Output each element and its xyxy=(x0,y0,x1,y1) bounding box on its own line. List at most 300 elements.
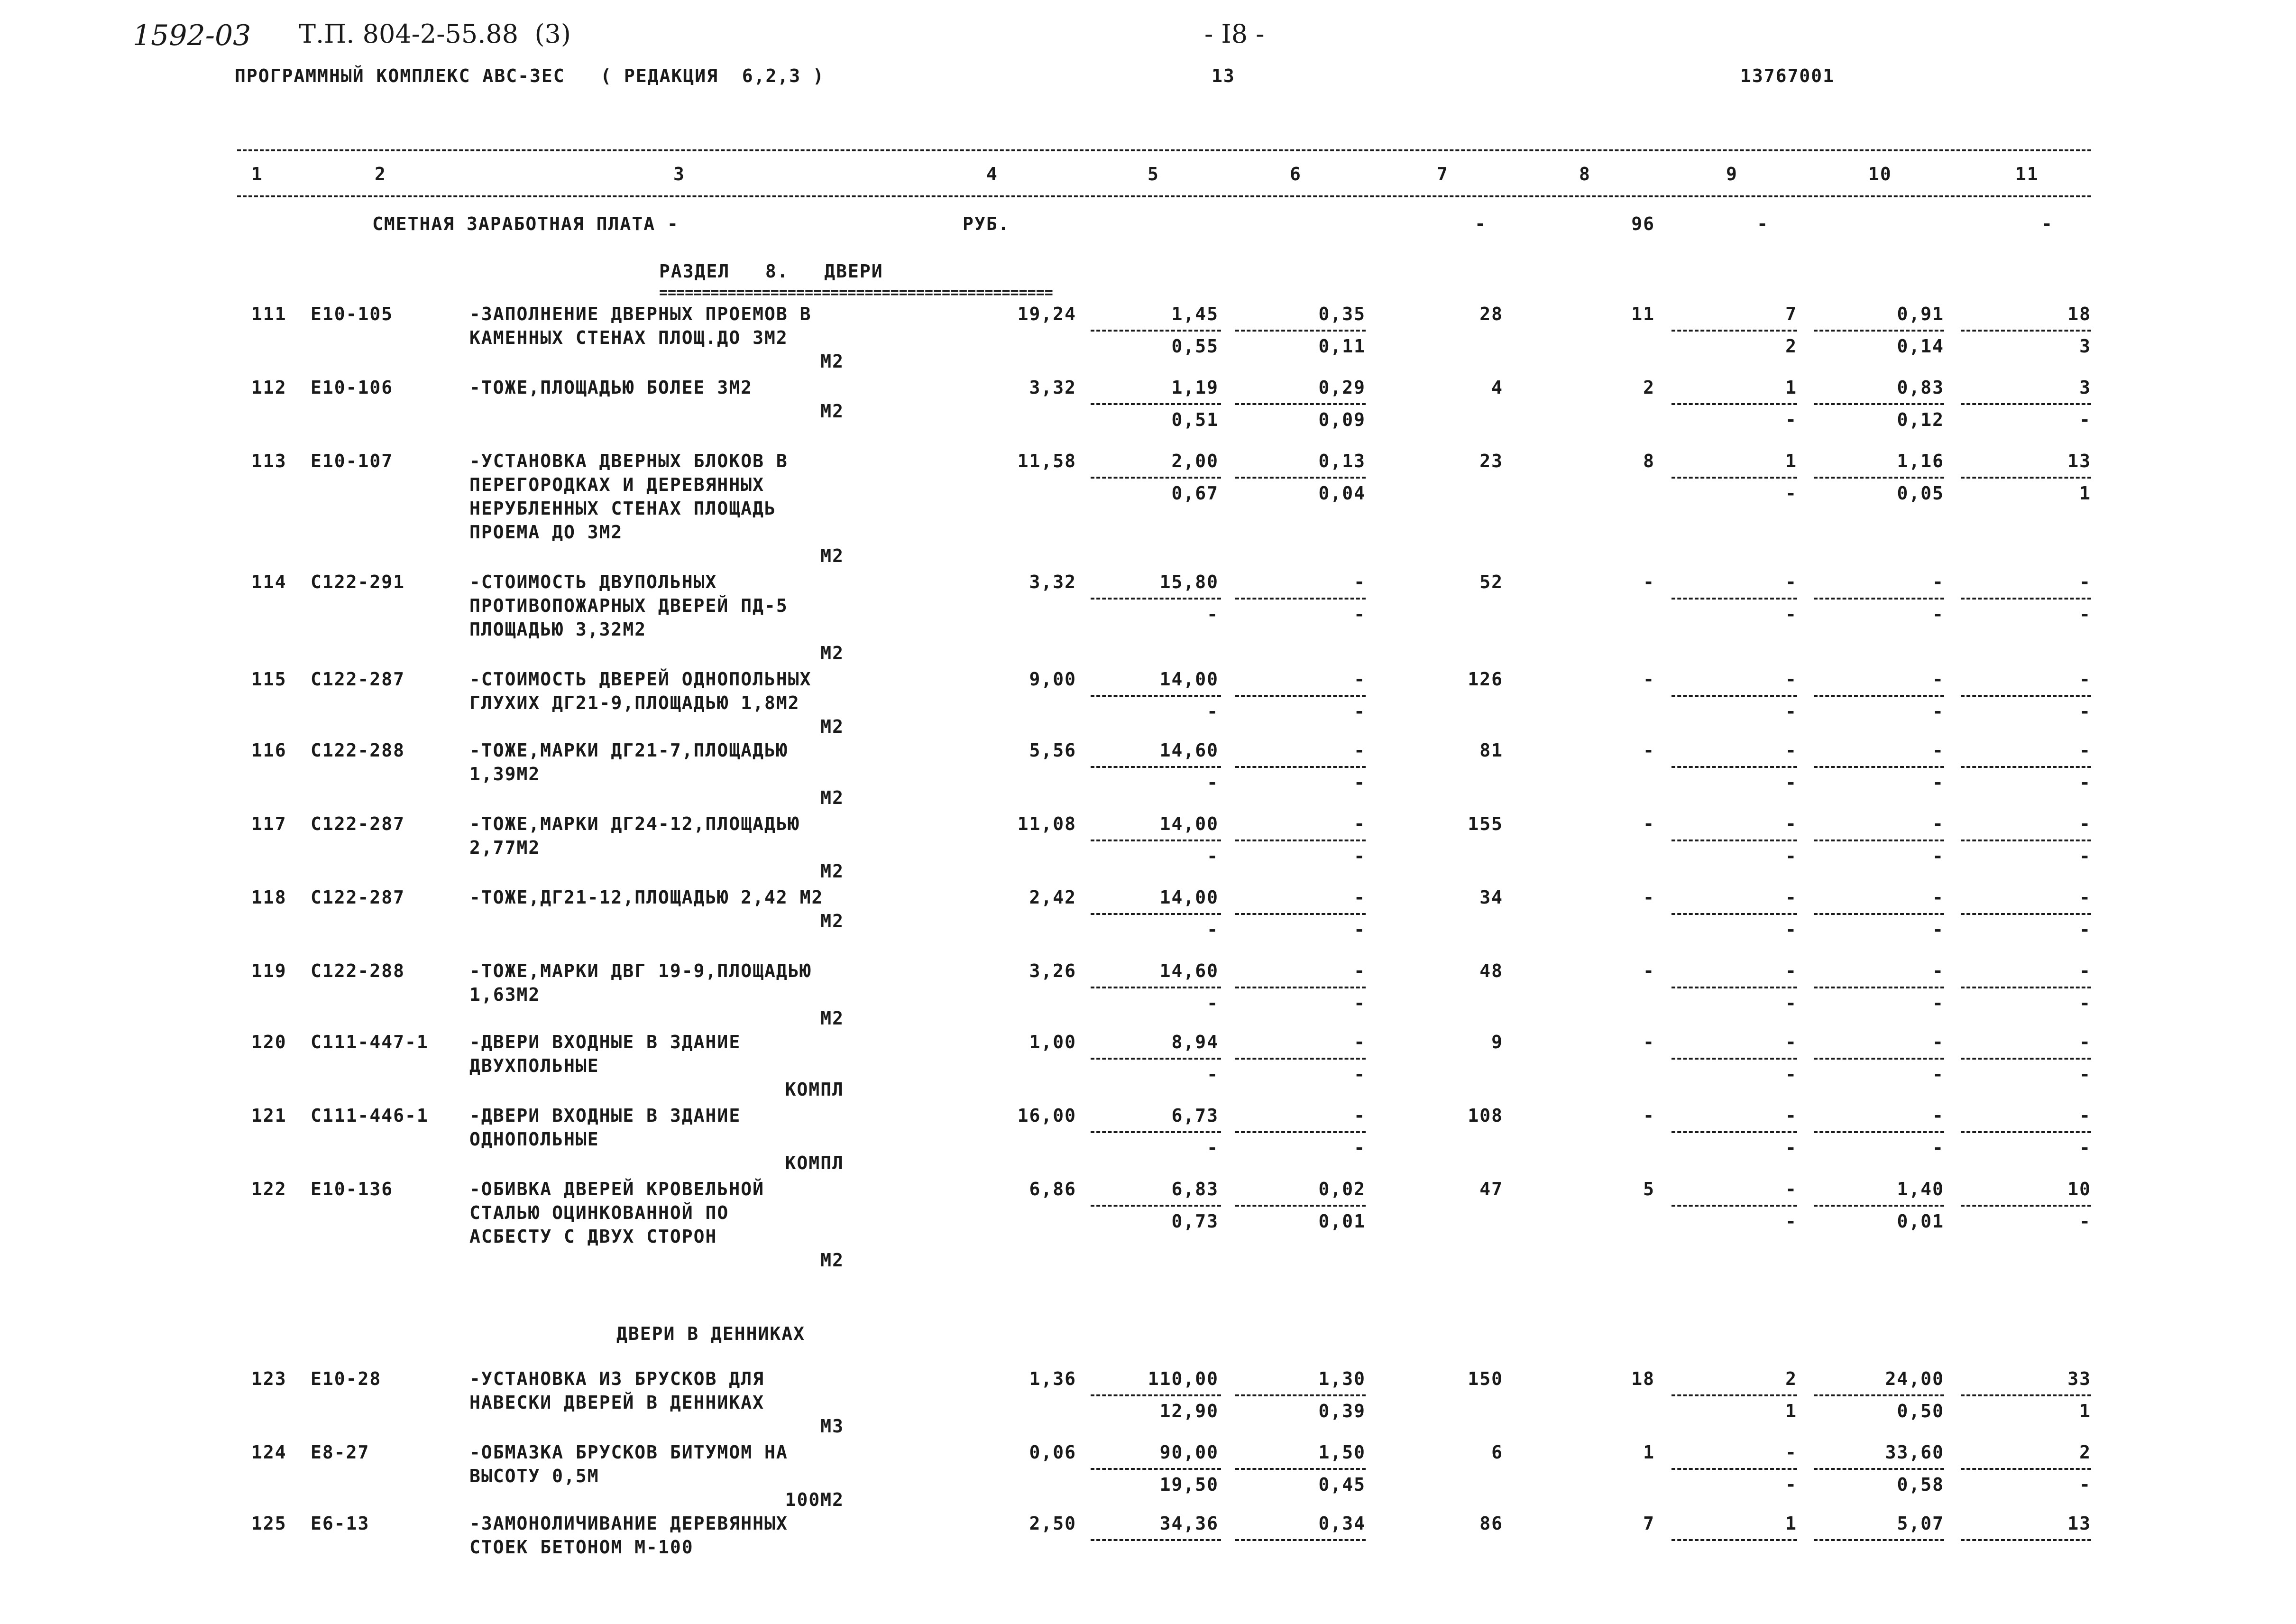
row-col9: 2 xyxy=(1785,1368,1797,1389)
row-dash-col9 xyxy=(1671,913,1797,915)
row-col11-labor: - xyxy=(2079,604,2091,625)
column-number: 5 xyxy=(1148,164,1159,185)
row-total: 150 xyxy=(1468,1368,1503,1389)
column-number: 10 xyxy=(1868,164,1892,185)
row-dash-col11 xyxy=(1961,1205,2091,1207)
row-col11-labor: - xyxy=(2079,919,2091,940)
row-dash-price xyxy=(1091,1131,1221,1133)
row-unit-price-labor: - xyxy=(1207,919,1219,940)
row-dash-col10 xyxy=(1814,1539,1944,1541)
row-col11-labor: - xyxy=(2079,409,2091,430)
row-dash-col9 xyxy=(1671,1058,1797,1060)
row-dash-col9 xyxy=(1671,1539,1797,1541)
row-col11: - xyxy=(2079,1032,2091,1052)
row-unit: М2 xyxy=(820,351,844,372)
row-code: С122-288 xyxy=(311,740,405,761)
row-dash-price xyxy=(1091,1205,1221,1207)
column-number: 1 xyxy=(251,164,263,185)
row-col8: - xyxy=(1643,960,1655,981)
row-col9: - xyxy=(1785,1032,1797,1052)
row-unit-price-labor: - xyxy=(1207,1064,1219,1085)
row-col10: - xyxy=(1932,1105,1944,1126)
row-dash-col10 xyxy=(1814,840,1944,841)
row-dash-col10 xyxy=(1814,913,1944,915)
row-col8: - xyxy=(1643,887,1655,908)
row-unit-price-labor: - xyxy=(1207,1137,1219,1158)
row-dash-wage xyxy=(1235,1394,1366,1396)
row-number: 117 xyxy=(251,813,287,834)
row-unit-price: 90,00 xyxy=(1159,1442,1219,1463)
row-number: 125 xyxy=(251,1513,287,1534)
row-col10: 5,07 xyxy=(1897,1513,1944,1534)
row-col11-labor: - xyxy=(2079,1474,2091,1495)
row-col9-labor: - xyxy=(1785,1474,1797,1495)
row-col9-labor: 2 xyxy=(1785,336,1797,357)
row-quantity: 1,36 xyxy=(1029,1368,1076,1389)
row-col9: - xyxy=(1785,887,1797,908)
row-col10: 1,40 xyxy=(1897,1179,1944,1200)
row-col9: - xyxy=(1785,813,1797,834)
row-unit-price: 1,45 xyxy=(1171,304,1219,324)
row-number: 118 xyxy=(251,887,287,908)
row-unit-wage: 0,34 xyxy=(1318,1513,1366,1534)
doc-code: Т.П. 804-2-55.88 (3) xyxy=(299,19,571,49)
column-number: 4 xyxy=(986,164,998,185)
row-unit: М2 xyxy=(820,643,844,664)
row-dash-price xyxy=(1091,403,1221,405)
row-number: 119 xyxy=(251,960,287,981)
row-dash-price xyxy=(1091,1539,1221,1541)
row-col8: 5 xyxy=(1643,1179,1655,1200)
row-unit: М2 xyxy=(820,545,844,566)
row-unit-price: 110,00 xyxy=(1148,1368,1219,1389)
row-col9-labor: - xyxy=(1785,919,1797,940)
row-col11-labor: - xyxy=(2079,772,2091,793)
row-code: Е10-107 xyxy=(311,451,394,471)
row-dash-col11 xyxy=(1961,987,2091,988)
row-unit-wage: - xyxy=(1354,1105,1366,1126)
row-dash-col11 xyxy=(1961,1468,2091,1470)
row-dash-col11 xyxy=(1961,330,2091,332)
row-unit-wage: 0,35 xyxy=(1318,304,1366,324)
row-col9-labor: - xyxy=(1785,604,1797,625)
column-number: 8 xyxy=(1579,164,1591,185)
row-unit-wage: 0,29 xyxy=(1318,377,1366,398)
row-number: 115 xyxy=(251,669,287,690)
row-number: 112 xyxy=(251,377,287,398)
row-description: ВЫСОТУ 0,5М xyxy=(469,1466,599,1486)
row-unit-wage-labor: 0,09 xyxy=(1318,409,1366,430)
row-col11: - xyxy=(2079,669,2091,690)
row-col10: 24,00 xyxy=(1885,1368,1944,1389)
row-unit-price-labor: 19,50 xyxy=(1159,1474,1219,1495)
row-col8: 1 xyxy=(1643,1442,1655,1463)
row-dash-wage xyxy=(1235,477,1366,479)
row-number: 122 xyxy=(251,1179,287,1200)
row-description: -ТОЖЕ,МАРКИ ДГ24-12,ПЛОЩАДЬЮ xyxy=(469,813,800,834)
row-dash-wage xyxy=(1235,1058,1366,1060)
sheet-number: 13 xyxy=(1212,65,1235,86)
row-unit-wage: 0,02 xyxy=(1318,1179,1366,1200)
row-unit-wage-labor: - xyxy=(1354,1137,1366,1158)
row-col10: - xyxy=(1932,1032,1944,1052)
row-col10: - xyxy=(1932,740,1944,761)
row-total: 23 xyxy=(1479,451,1503,471)
wage-row-label: СМЕТНАЯ ЗАРАБОТНАЯ ПЛАТА - xyxy=(372,213,679,234)
row-col10-labor: 0,12 xyxy=(1897,409,1944,430)
row-dash-col11 xyxy=(1961,695,2091,697)
row-col11: - xyxy=(2079,1105,2091,1126)
row-col8: 7 xyxy=(1643,1513,1655,1534)
row-description: -ДВЕРИ ВХОДНЫЕ В ЗДАНИЕ xyxy=(469,1032,741,1052)
row-col9: - xyxy=(1785,1105,1797,1126)
row-col10: - xyxy=(1932,960,1944,981)
row-col8: 2 xyxy=(1643,377,1655,398)
row-quantity: 1,00 xyxy=(1029,1032,1076,1052)
row-col8: 11 xyxy=(1631,304,1655,324)
row-unit-price-labor: - xyxy=(1207,604,1219,625)
row-total: 6 xyxy=(1491,1442,1503,1463)
row-dash-col9 xyxy=(1671,1468,1797,1470)
row-unit: М2 xyxy=(820,401,844,422)
row-dash-col10 xyxy=(1814,477,1944,479)
row-code: Е10-136 xyxy=(311,1179,394,1200)
row-number: 114 xyxy=(251,572,287,592)
row-total: 86 xyxy=(1479,1513,1503,1534)
row-col8: 18 xyxy=(1631,1368,1655,1389)
row-dash-col10 xyxy=(1814,330,1944,332)
row-unit: М2 xyxy=(820,716,844,737)
row-col8: - xyxy=(1643,669,1655,690)
row-unit: КОМПЛ xyxy=(785,1079,844,1100)
row-col10-labor: - xyxy=(1932,604,1944,625)
row-description: НАВЕСКИ ДВЕРЕЙ В ДЕННИКАХ xyxy=(469,1392,764,1413)
row-description: -ТОЖЕ,МАРКИ ДГ21-7,ПЛОЩАДЬЮ xyxy=(469,740,788,761)
row-col8: - xyxy=(1643,572,1655,592)
row-description: 1,63М2 xyxy=(469,984,541,1005)
row-description: СТОЕК БЕТОНОМ М-100 xyxy=(469,1537,694,1558)
row-col8: - xyxy=(1643,813,1655,834)
row-col11-labor: - xyxy=(2079,701,2091,722)
row-col11-labor: - xyxy=(2079,1211,2091,1232)
row-quantity: 9,00 xyxy=(1029,669,1076,690)
row-total: 81 xyxy=(1479,740,1503,761)
row-quantity: 0,06 xyxy=(1029,1442,1076,1463)
row-col11: 33 xyxy=(2067,1368,2091,1389)
row-dash-col10 xyxy=(1814,987,1944,988)
row-code: С111-447-1 xyxy=(311,1032,429,1052)
row-number: 124 xyxy=(251,1442,287,1463)
row-unit-wage-labor: - xyxy=(1354,993,1366,1014)
row-col9: 1 xyxy=(1785,377,1797,398)
row-description: ДВУХПОЛЬНЫЕ xyxy=(469,1055,599,1076)
row-col10: - xyxy=(1932,572,1944,592)
row-col11: - xyxy=(2079,572,2091,592)
row-col11-labor: 1 xyxy=(2079,1401,2091,1421)
row-col9-labor: - xyxy=(1785,993,1797,1014)
row-dash-price xyxy=(1091,1058,1221,1060)
column-number: 7 xyxy=(1437,164,1449,185)
program-title: ПРОГРАММНЫЙ КОМПЛЕКС АВС-3ЕС ( РЕДАКЦИЯ 6,2,3 ) xyxy=(235,65,825,86)
row-total: 47 xyxy=(1479,1179,1503,1200)
row-col9-labor: - xyxy=(1785,1137,1797,1158)
row-quantity: 11,58 xyxy=(1017,451,1076,471)
row-description: ПРОТИВОПОЖАРНЫХ ДВЕРЕЙ ПД-5 xyxy=(469,595,788,616)
row-total: 48 xyxy=(1479,960,1503,981)
row-description: -ТОЖЕ,МАРКИ ДВГ 19-9,ПЛОЩАДЬЮ xyxy=(469,960,812,981)
row-col9: - xyxy=(1785,572,1797,592)
row-description: -ТОЖЕ,ПЛОЩАДЬЮ БОЛЕЕ 3М2 xyxy=(469,377,753,398)
row-dash-col9 xyxy=(1671,477,1797,479)
row-description: ОДНОПОЛЬНЫЕ xyxy=(469,1129,599,1150)
row-quantity: 16,00 xyxy=(1017,1105,1076,1126)
row-col9-labor: - xyxy=(1785,701,1797,722)
row-unit-wage: - xyxy=(1354,669,1366,690)
row-dash-col9 xyxy=(1671,403,1797,405)
row-unit: М2 xyxy=(820,861,844,882)
subsection-title: ДВЕРИ В ДЕННИКАХ xyxy=(616,1323,806,1344)
row-dash-col10 xyxy=(1814,695,1944,697)
row-quantity: 3,26 xyxy=(1029,960,1076,981)
row-total: 108 xyxy=(1468,1105,1503,1126)
row-unit-wage-labor: - xyxy=(1354,846,1366,867)
handwritten-number: 1592-03 xyxy=(133,19,251,52)
row-col10-labor: 0,58 xyxy=(1897,1474,1944,1495)
row-quantity: 5,56 xyxy=(1029,740,1076,761)
row-dash-col10 xyxy=(1814,1394,1944,1396)
row-col9-labor: - xyxy=(1785,1064,1797,1085)
row-unit-price-labor: 0,67 xyxy=(1171,483,1219,504)
row-total: 9 xyxy=(1491,1032,1503,1052)
row-unit-wage: 0,13 xyxy=(1318,451,1366,471)
row-col10-labor: - xyxy=(1932,1137,1944,1158)
row-dash-col11 xyxy=(1961,840,2091,841)
row-dash-col11 xyxy=(1961,598,2091,600)
table-rule-header xyxy=(237,195,2091,197)
row-unit-price-labor: - xyxy=(1207,846,1219,867)
row-col9-labor: - xyxy=(1785,1211,1797,1232)
row-unit-price: 15,80 xyxy=(1159,572,1219,592)
row-col10-labor: 0,50 xyxy=(1897,1401,1944,1421)
row-col9-labor: - xyxy=(1785,409,1797,430)
row-description: ПРОЕМА ДО 3М2 xyxy=(469,522,623,543)
row-col11: - xyxy=(2079,960,2091,981)
row-col10: - xyxy=(1932,887,1944,908)
row-dash-col9 xyxy=(1671,695,1797,697)
row-col10: 33,60 xyxy=(1885,1442,1944,1463)
row-unit: М2 xyxy=(820,787,844,808)
row-col10: 1,16 xyxy=(1897,451,1944,471)
row-col11-labor: - xyxy=(2079,846,2091,867)
row-col9-labor: - xyxy=(1785,772,1797,793)
row-unit-wage-labor: - xyxy=(1354,772,1366,793)
row-description: -ОБМАЗКА БРУСКОВ БИТУМОМ НА xyxy=(469,1442,788,1463)
row-dash-wage xyxy=(1235,330,1366,332)
row-code: С122-291 xyxy=(311,572,405,592)
column-number: 11 xyxy=(2015,164,2039,185)
row-dash-col9 xyxy=(1671,1394,1797,1396)
row-dash-col10 xyxy=(1814,1131,1944,1133)
row-dash-col9 xyxy=(1671,1131,1797,1133)
row-quantity: 2,42 xyxy=(1029,887,1076,908)
row-description: -УСТАНОВКА ДВЕРНЫХ БЛОКОВ В xyxy=(469,451,788,471)
row-col9: - xyxy=(1785,669,1797,690)
row-dash-col9 xyxy=(1671,330,1797,332)
row-dash-price xyxy=(1091,330,1221,332)
row-unit-wage-labor: 0,01 xyxy=(1318,1211,1366,1232)
row-unit-wage: - xyxy=(1354,1032,1366,1052)
row-quantity: 3,32 xyxy=(1029,572,1076,592)
section-title: РАЗДЕЛ 8. ДВЕРИ xyxy=(659,261,883,282)
row-number: 121 xyxy=(251,1105,287,1126)
row-dash-col9 xyxy=(1671,766,1797,768)
row-col11: 13 xyxy=(2067,451,2091,471)
row-unit-wage-labor: 0,39 xyxy=(1318,1401,1366,1421)
row-unit-wage-labor: 0,04 xyxy=(1318,483,1366,504)
row-col11: - xyxy=(2079,740,2091,761)
column-number: 6 xyxy=(1290,164,1302,185)
row-unit-price: 8,94 xyxy=(1171,1032,1219,1052)
row-unit: М2 xyxy=(820,911,844,932)
row-unit-price: 6,83 xyxy=(1171,1179,1219,1200)
row-dash-col9 xyxy=(1671,840,1797,841)
row-description: -ЗАМОНОЛИЧИВАНИЕ ДЕРЕВЯННЫХ xyxy=(469,1513,788,1534)
row-number: 113 xyxy=(251,451,287,471)
row-description: -СТОИМОСТЬ ДВУПОЛЬНЫХ xyxy=(469,572,717,592)
row-description: КАМЕННЫХ СТЕНАХ ПЛОЩ.ДО 3М2 xyxy=(469,327,788,348)
row-unit-wage: - xyxy=(1354,960,1366,981)
row-dash-col10 xyxy=(1814,1058,1944,1060)
row-description: -СТОИМОСТЬ ДВЕРЕЙ ОДНОПОЛЬНЫХ xyxy=(469,669,812,690)
row-col11: 10 xyxy=(2067,1179,2091,1200)
wage-row-col9: - xyxy=(1757,213,1769,234)
row-unit-price: 6,73 xyxy=(1171,1105,1219,1126)
row-unit-wage: 1,50 xyxy=(1318,1442,1366,1463)
row-quantity: 2,50 xyxy=(1029,1513,1076,1534)
column-number: 9 xyxy=(1726,164,1738,185)
row-dash-price xyxy=(1091,1468,1221,1470)
row-description: ПЕРЕГОРОДКАХ И ДЕРЕВЯННЫХ xyxy=(469,474,764,495)
row-total: 52 xyxy=(1479,572,1503,592)
page-number: - I8 - xyxy=(1204,19,1265,49)
row-unit-wage: 1,30 xyxy=(1318,1368,1366,1389)
row-dash-price xyxy=(1091,840,1221,841)
row-description: -ДВЕРИ ВХОДНЫЕ В ЗДАНИЕ xyxy=(469,1105,741,1126)
column-number: 3 xyxy=(673,164,685,185)
column-number: 2 xyxy=(375,164,386,185)
row-unit: М3 xyxy=(820,1416,844,1437)
row-code: Е6-13 xyxy=(311,1513,370,1534)
row-dash-col9 xyxy=(1671,598,1797,600)
row-description: НЕРУБЛЕННЫХ СТЕНАХ ПЛОЩАДЬ xyxy=(469,498,776,519)
row-unit-price: 14,60 xyxy=(1159,960,1219,981)
row-number: 116 xyxy=(251,740,287,761)
row-code: С122-287 xyxy=(311,813,405,834)
row-unit-price-labor: - xyxy=(1207,701,1219,722)
row-unit-wage-labor: 0,11 xyxy=(1318,336,1366,357)
row-col11-labor: - xyxy=(2079,993,2091,1014)
row-dash-col11 xyxy=(1961,1131,2091,1133)
row-col9: 1 xyxy=(1785,451,1797,471)
row-unit-price: 14,60 xyxy=(1159,740,1219,761)
row-quantity: 11,08 xyxy=(1017,813,1076,834)
row-col11: 2 xyxy=(2079,1442,2091,1463)
row-col11-labor: - xyxy=(2079,1137,2091,1158)
row-col9: - xyxy=(1785,960,1797,981)
row-unit-price: 34,36 xyxy=(1159,1513,1219,1534)
row-unit-wage-labor: - xyxy=(1354,1064,1366,1085)
table-rule-top xyxy=(237,149,2091,151)
row-description: АСБЕСТУ С ДВУХ СТОРОН xyxy=(469,1226,717,1247)
row-dash-wage xyxy=(1235,766,1366,768)
row-unit-price-labor: - xyxy=(1207,772,1219,793)
row-unit-wage-labor: - xyxy=(1354,919,1366,940)
wage-row-col11: - xyxy=(2041,213,2053,234)
row-dash-wage xyxy=(1235,987,1366,988)
row-unit: М2 xyxy=(820,1250,844,1271)
row-unit-wage: - xyxy=(1354,813,1366,834)
row-dash-col10 xyxy=(1814,1468,1944,1470)
row-dash-col11 xyxy=(1961,913,2091,915)
wage-row-col7: - xyxy=(1475,213,1487,234)
row-dash-wage xyxy=(1235,1131,1366,1133)
row-unit: 100М2 xyxy=(785,1489,844,1510)
row-col10-labor: 0,05 xyxy=(1897,483,1944,504)
document-code: 13767001 xyxy=(1740,65,1835,86)
row-code: С122-287 xyxy=(311,669,405,690)
row-description: ГЛУХИХ ДГ21-9,ПЛОЩАДЬЮ 1,8М2 xyxy=(469,692,800,713)
row-dash-col11 xyxy=(1961,1539,2091,1541)
row-code: Е8-27 xyxy=(311,1442,370,1463)
row-dash-price xyxy=(1091,1394,1221,1396)
row-description: СТАЛЬЮ ОЦИНКОВАННОЙ ПО xyxy=(469,1202,729,1223)
row-description: -УСТАНОВКА ИЗ БРУСКОВ ДЛЯ xyxy=(469,1368,764,1389)
section-rule: ============================================== xyxy=(659,285,1053,301)
row-dash-col9 xyxy=(1671,987,1797,988)
row-col11-labor: 3 xyxy=(2079,336,2091,357)
row-dash-price xyxy=(1091,987,1221,988)
row-dash-wage xyxy=(1235,840,1366,841)
row-col8: - xyxy=(1643,1105,1655,1126)
row-col11: - xyxy=(2079,887,2091,908)
row-code: С122-288 xyxy=(311,960,405,981)
row-quantity: 3,32 xyxy=(1029,377,1076,398)
row-unit-price-labor: 0,51 xyxy=(1171,409,1219,430)
row-col11: 13 xyxy=(2067,1513,2091,1534)
row-dash-col10 xyxy=(1814,766,1944,768)
row-total: 28 xyxy=(1479,304,1503,324)
row-col10: 0,83 xyxy=(1897,377,1944,398)
row-description: 2,77М2 xyxy=(469,837,541,858)
row-col10-labor: - xyxy=(1932,1064,1944,1085)
row-col9-labor: - xyxy=(1785,483,1797,504)
row-col11: 18 xyxy=(2067,304,2091,324)
row-dash-wage xyxy=(1235,1468,1366,1470)
row-unit-wage: - xyxy=(1354,887,1366,908)
row-col9-labor: - xyxy=(1785,846,1797,867)
row-dash-wage xyxy=(1235,598,1366,600)
row-unit-price-labor: 12,90 xyxy=(1159,1401,1219,1421)
row-dash-wage xyxy=(1235,913,1366,915)
row-dash-wage xyxy=(1235,403,1366,405)
row-description: ПЛОЩАДЬЮ 3,32М2 xyxy=(469,619,647,640)
row-unit: М2 xyxy=(820,1008,844,1029)
row-col8: - xyxy=(1643,740,1655,761)
row-dash-price xyxy=(1091,477,1221,479)
row-total: 155 xyxy=(1468,813,1503,834)
row-description: -ЗАПОЛНЕНИЕ ДВЕРНЫХ ПРОЕМОВ В xyxy=(469,304,812,324)
row-total: 4 xyxy=(1491,377,1503,398)
